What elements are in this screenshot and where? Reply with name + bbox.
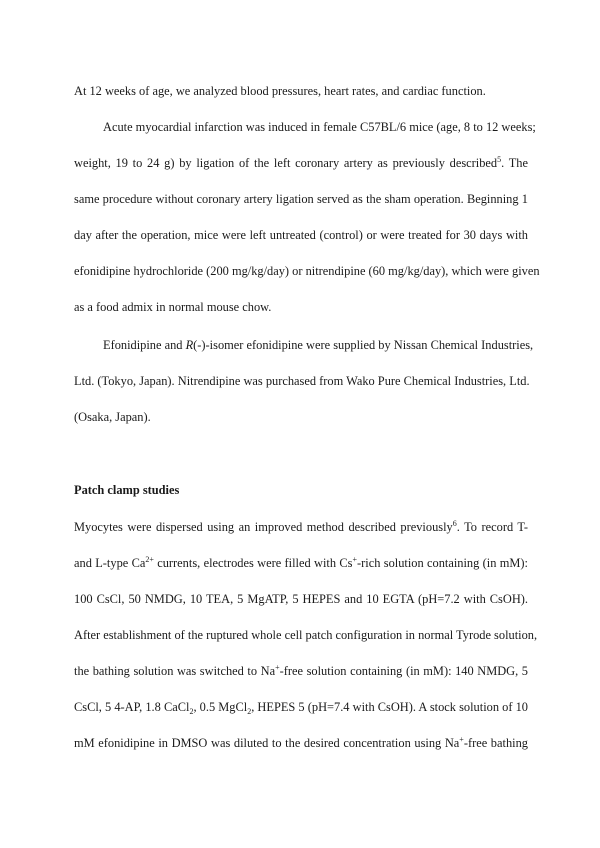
paragraph-2-line-1 (103, 119, 536, 135)
text-run: . To record T- (456, 520, 528, 534)
text-run: , HEPES 5 (pH=7.4 with CsOH). A stock solution of 10 (251, 700, 528, 714)
text-run: same procedure without coronary artery ligation served as the sham operation. Beginning 1 (74, 192, 528, 206)
text-run: CsCl, 5 4-AP, 1.8 CaCl (74, 700, 190, 714)
charge-superscript: + (352, 555, 358, 564)
text-run: Efonidipine and (103, 338, 186, 352)
text-run: Myocytes were dispersed using an improved method described previously (74, 520, 453, 534)
text-run: as a food admix in normal mouse chow. (74, 300, 272, 314)
text-run: Acute myocardial infarction was induced in female C57BL/6 mice (age, 8 to 12 weeks; (103, 120, 536, 134)
paragraph-2-line-3 (74, 191, 528, 207)
paragraph-2-line-6 (74, 299, 528, 315)
citation-superscript: 5 (497, 155, 502, 164)
section-paragraph-line-6 (74, 699, 528, 715)
text-run: mM efonidipine in DMSO was diluted to the desired concentration using Na (74, 736, 460, 750)
text-run: -rich solution containing (in mM): (357, 556, 528, 570)
charge-superscript: + (275, 663, 280, 672)
text-run: After establishment of the ruptured whole cell patch configuration in normal Tyrode solution, (74, 628, 538, 642)
paragraph-3-line-1 (103, 337, 534, 353)
subscript: 2 (189, 707, 194, 716)
section-paragraph-line-1 (74, 519, 528, 535)
text-run: (Osaka, Japan). (74, 410, 151, 424)
citation-superscript: 6 (452, 519, 457, 528)
text-run: At 12 weeks of age, we analyzed blood pressures, heart rates, and cardiac function. (74, 84, 486, 98)
text-run: -free solution containing (in mM): 140 NMDG, 5 (279, 664, 528, 678)
italic-r: R (185, 338, 194, 352)
text-run: Ltd. (Tokyo, Japan). Nitrendipine was purchased from Wako Pure Chemical Industries, Ltd. (74, 374, 530, 388)
section-paragraph-line-4 (74, 627, 538, 643)
text-run: , 0.5 MgCl (193, 700, 248, 714)
paragraph-2-line-2 (74, 155, 528, 171)
charge-superscript: 2+ (145, 555, 154, 564)
text-run: the bathing solution was switched to Na (74, 664, 276, 678)
section-paragraph-line-3 (74, 591, 528, 607)
text-run: day after the operation, mice were left untreated (control) or were treated for 30 days with (74, 228, 528, 242)
paragraph-1-line-1 (74, 83, 528, 99)
charge-superscript: + (459, 735, 464, 744)
text-run: -free bathing (463, 736, 528, 750)
text-run: 100 CsCl, 50 NMDG, 10 TEA, 5 MgATP, 5 HEPES and 10 EGTA (pH=7.2 with CsOH). (74, 592, 528, 606)
text-run: efonidipine hydrochloride (200 mg/kg/day) or nitrendipine (60 mg/kg/day), which were given (74, 264, 540, 278)
section-paragraph-line-7 (74, 735, 528, 751)
paragraph-3-line-2 (74, 373, 528, 389)
text-run: . The (501, 156, 528, 170)
paragraph-2-line-5 (74, 263, 540, 279)
section-paragraph-line-2 (74, 555, 528, 571)
section-paragraph-line-5 (74, 663, 528, 679)
text-run: and L-type Ca (74, 556, 146, 570)
section-heading: Patch clamp studies (74, 483, 180, 497)
paragraph-2-line-4 (74, 227, 528, 243)
paragraph-3-line-3 (74, 409, 528, 425)
text-run: (-)-isomer efonidipine were supplied by Nissan Chemical Industries, (193, 338, 534, 352)
text-run: weight, 19 to 24 g) by ligation of the left coronary artery as previously described (74, 156, 498, 170)
subscript: 2 (247, 707, 252, 716)
text-run: currents, electrodes were filled with Cs (153, 556, 353, 570)
